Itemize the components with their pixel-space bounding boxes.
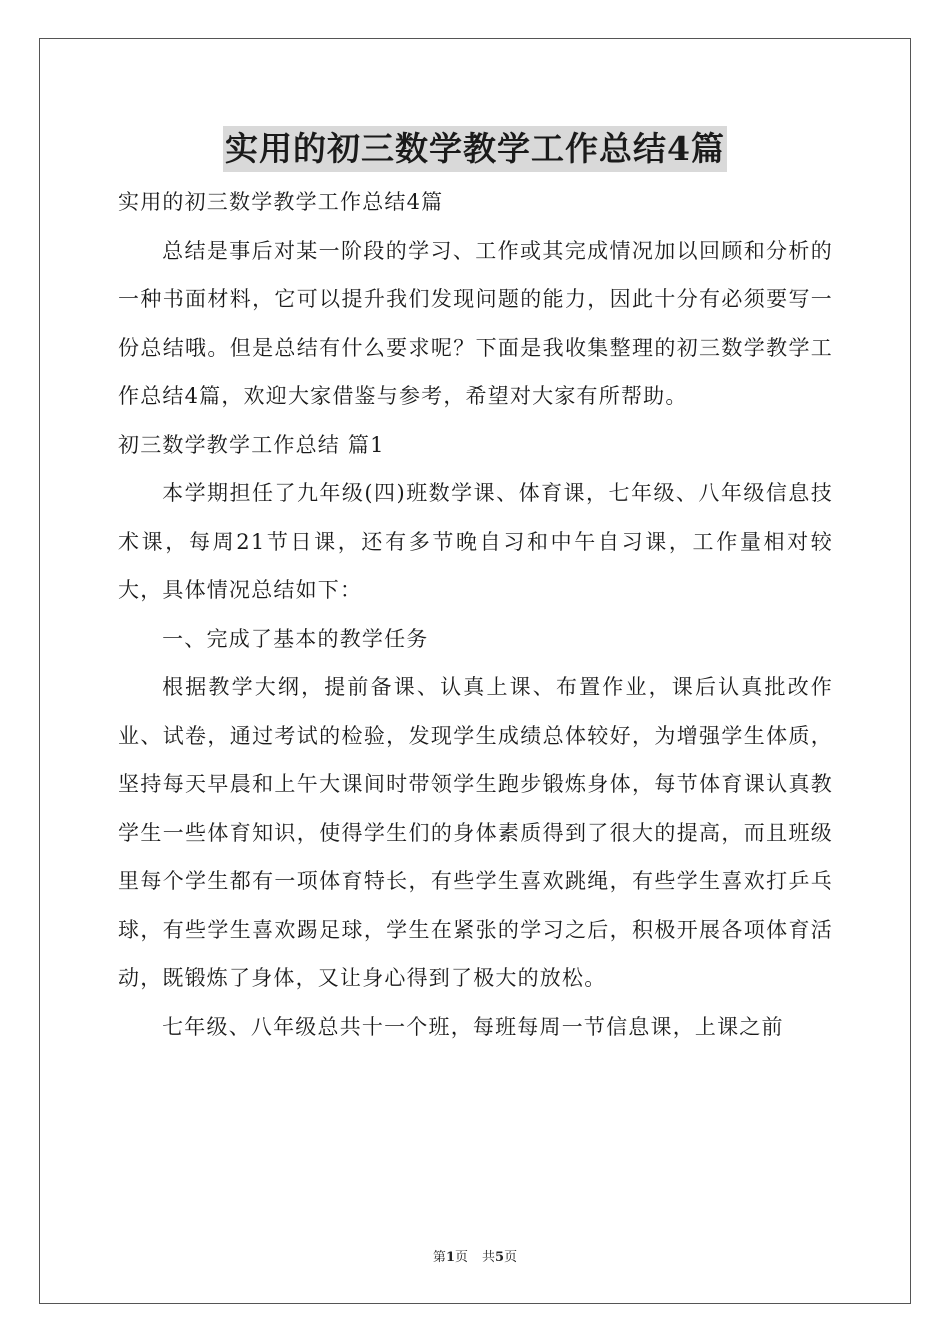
body-paragraph: 七年级、八年级总共十一个班，每班每周一节信息课，上课之前: [162, 1014, 784, 1039]
page-suffix: 页: [454, 1250, 468, 1265]
document-body: [118, 178, 833, 1051]
section-heading: 初三数学教学工作总结 篇1: [118, 432, 385, 457]
body-paragraph: 本学期担任了九年级(四)班数学课、体育课，七年级、八年级信息技术课，每周21节日课，还有多节晚自习和中午自习课，工作量相对较大，具体情况总结如下：: [118, 481, 833, 602]
subtitle-paragraph: 实用的初三数学教学工作总结4篇: [118, 190, 444, 214]
subsection-heading: 一、完成了基本的教学任务: [162, 626, 429, 651]
body-paragraph: 根据教学大纲，提前备课、认真上课、布置作业，课后认真批改作业、试卷，通过考试的检验，发现学生成绩总体较好，为增强学生体质，坚持每天早晨和上午大课间时带领学生跑步锻炼身体，每节体育课认真教学生一些体育知识，使得学生们的身体素质得到了很大的提高，而且班级里每个学生都有一项体育特长，有些学生喜欢跳绳，有些学生喜欢打乒乓球，有些学生喜欢踢足球，学生在紧张的学习之后，积极开展各项体育活动，既锻炼了身体，又让身心得到了极大的放松。: [118, 675, 833, 990]
total-prefix: 共: [482, 1250, 496, 1265]
total-page-count: 5: [495, 1250, 505, 1265]
document-title: 实用的初三数学教学工作总结4篇: [223, 126, 727, 172]
page-footer: [0, 1246, 950, 1265]
current-page-number: 1: [445, 1250, 455, 1265]
page-prefix: 第: [432, 1250, 446, 1265]
document-title-container: [0, 126, 950, 172]
intro-paragraph: 总结是事后对某一阶段的学习、工作或其完成情况加以回顾和分析的一种书面材料，它可以提升我们发现问题的能力，因此十分有必须要写一份总结哦。但是总结有什么要求呢？下面是我收集整理的初三数学教学工作总结4篇，欢迎大家借鉴与参考，希望对大家有所帮助。: [118, 238, 833, 408]
total-suffix: 页: [504, 1250, 518, 1265]
